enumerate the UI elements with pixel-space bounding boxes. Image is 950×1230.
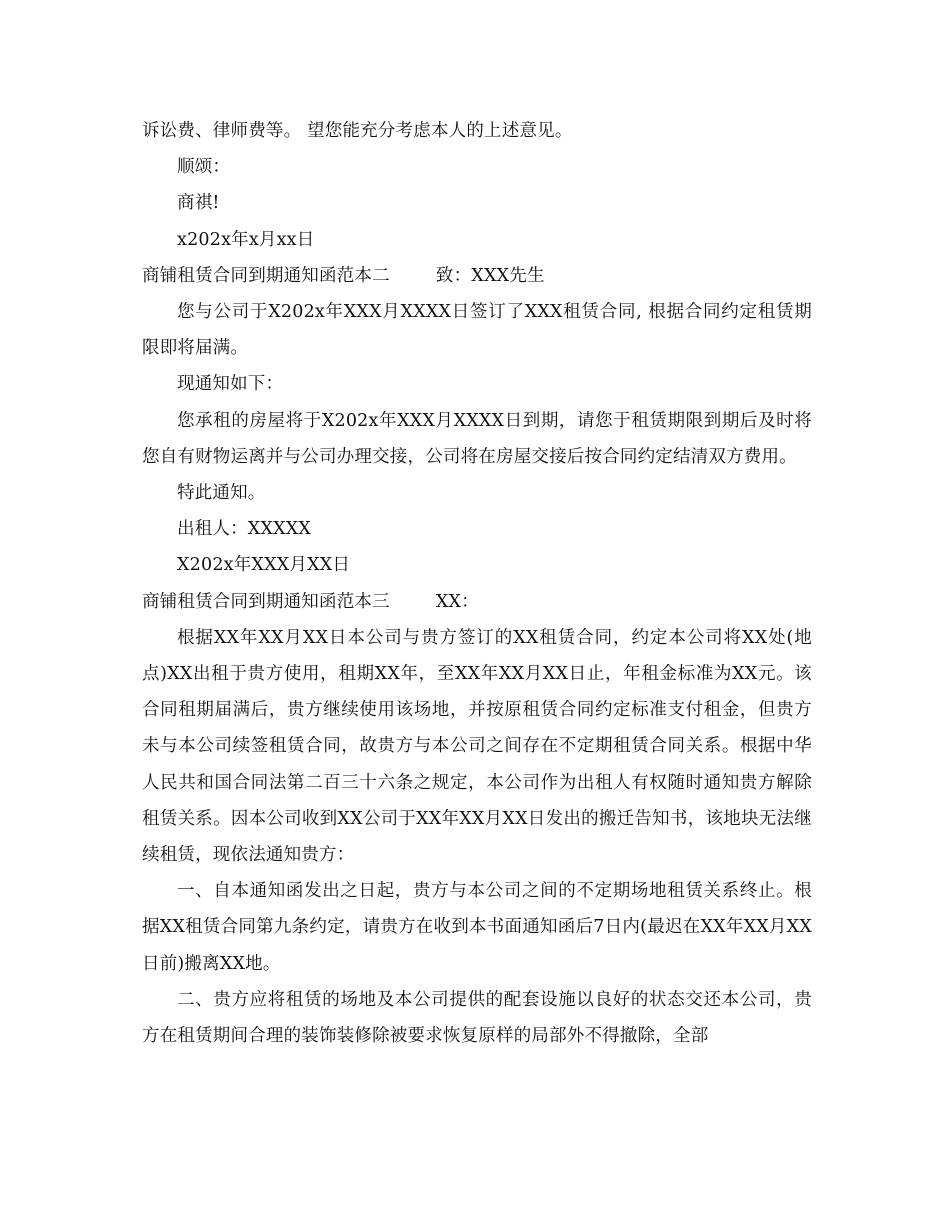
section-title-template-3: 商铺租赁合同到期通知函范本三 XX： (142, 591, 479, 612)
document-body (142, 113, 812, 1054)
paragraph-greeting: 商祺! (177, 193, 220, 214)
paragraph-expiry-notice: 您承租的房屋将于X202x年XXX月XXXX日到期，请您于租赁期限到期后及时将您自有财物运离并与公司办理交接，公司将在房屋交接后按合同约定结清双方费用。 (142, 410, 812, 467)
paragraph-background: 根据XX年XX月XX日本公司与贵方签订的XX租赁合同，约定本公司将XX处(地点)XX出租于贵方使用，租期XX年，至XX年XX月XX日止，年租金标准为XX元。该合同租期届满后，贵方继续使用该场地，并按原租赁合同约定标准支付租金，但贵方未与本公司续签租赁合同，故贵方与本公司之间存在不定期租赁合同关系。根据中华人民共和国合同法第二百三十六条之规定，本公司作为出租人有权随时通知贵方解除租赁关系。因本公司收到XX公司于XX年XX月XX日发出的搬迁告知书，该地块无法继续租赁，现依法通知贵方： (142, 627, 812, 866)
paragraph-contract-intro: 您与公司于X202x年XXX月XXXX日签订了XXX租赁合同, 根据合同约定租赁期限即将届满。 (142, 302, 812, 359)
paragraph-hereby-notice: 特此通知。 (177, 483, 266, 504)
section-title-template-2: 商铺租赁合同到期通知函范本二 致：XXX先生 (142, 265, 545, 286)
paragraph-clause-two: 二、贵方应将租赁的场地及本公司提供的配套设施以良好的状态交还本公司，贵方在租赁期间合理的装饰装修除被要求恢复原样的局部外不得撤除，全部 (142, 989, 812, 1047)
paragraph-lessor: 出租人：XXXXX (177, 519, 312, 540)
paragraph-notice-intro: 现通知如下： (177, 374, 284, 395)
paragraph-date-1: x202x年x月xx日 (177, 229, 315, 250)
paragraph-closing-costs: 诉讼费、律师费等。 望您能充分考虑本人的上述意见。 (142, 121, 573, 141)
paragraph-date-2: X202x年XXX月XX日 (177, 555, 351, 576)
paragraph-clause-one: 一、自本通知函发出之日起，贵方与本公司之间的不定期场地租赁关系终止。根据XX租赁合同第九条约定，请贵方在收到本书面通知函后7日内(最迟在XX年XX月XX日前)搬离XX地。 (142, 881, 812, 974)
paragraph-salutation: 顺颂： (177, 157, 231, 178)
